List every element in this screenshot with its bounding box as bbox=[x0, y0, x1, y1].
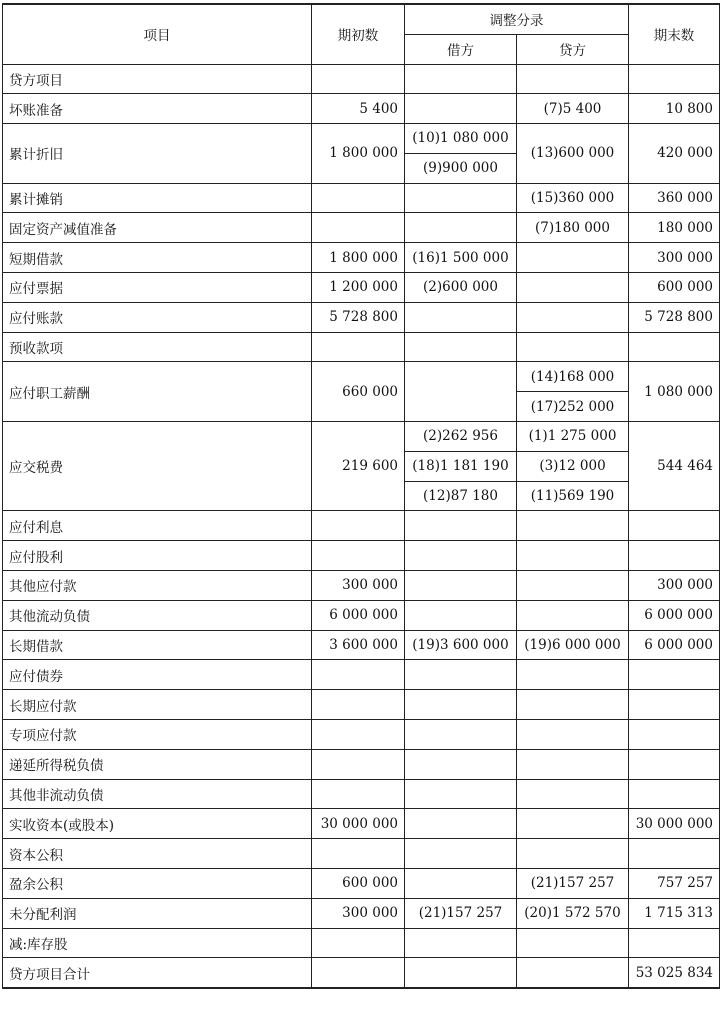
row-closing-value: 300 000 bbox=[629, 243, 720, 273]
row-opening-value: 3 600 000 bbox=[312, 630, 405, 660]
row-closing-value: 757 257 bbox=[629, 869, 720, 899]
row-debit-entry: (10)1 080 000 bbox=[405, 124, 517, 154]
row-credit-entry: (17)252 000 bbox=[517, 392, 629, 422]
row-item-name: 盈余公积 bbox=[3, 869, 312, 899]
header-adjust: 调整分录 bbox=[405, 4, 629, 34]
row-credit-entry bbox=[517, 511, 629, 541]
row-item-name: 贷方项目合计 bbox=[3, 958, 312, 988]
row-closing-value bbox=[629, 660, 720, 690]
row-closing-value bbox=[629, 928, 720, 958]
row-opening-value bbox=[312, 749, 405, 779]
row-opening-value: 1 800 000 bbox=[312, 243, 405, 273]
row-credit-entry bbox=[517, 928, 629, 958]
row-credit-entry: (20)1 572 570 bbox=[517, 898, 629, 928]
row-opening-value: 1 800 000 bbox=[312, 124, 405, 184]
row-credit-entry bbox=[517, 243, 629, 273]
row-debit-entry: (12)87 180 bbox=[405, 481, 517, 511]
row-credit-entry: (7)180 000 bbox=[517, 213, 629, 243]
row-debit-entry: (18)1 181 190 bbox=[405, 451, 517, 481]
header-opening: 期初数 bbox=[312, 4, 405, 64]
table-row bbox=[3, 302, 720, 332]
row-item-name: 应付职工薪酬 bbox=[3, 362, 312, 422]
row-item-name: 固定资产减值准备 bbox=[3, 213, 312, 243]
row-credit-entry bbox=[517, 839, 629, 869]
table-row bbox=[3, 720, 720, 750]
row-opening-value bbox=[312, 183, 405, 213]
row-closing-value: 420 000 bbox=[629, 124, 720, 184]
table-row bbox=[3, 749, 720, 779]
row-closing-value: 5 728 800 bbox=[629, 302, 720, 332]
row-credit-entry: (21)157 257 bbox=[517, 869, 629, 899]
row-item-name: 资本公积 bbox=[3, 839, 312, 869]
header-item: 项目 bbox=[3, 4, 312, 64]
row-opening-value bbox=[312, 332, 405, 362]
row-item-name: 其他应付款 bbox=[3, 571, 312, 601]
row-credit-entry bbox=[517, 720, 629, 750]
row-debit-entry bbox=[405, 928, 517, 958]
row-opening-value: 6 000 000 bbox=[312, 600, 405, 630]
row-opening-value bbox=[312, 720, 405, 750]
row-closing-value: 300 000 bbox=[629, 571, 720, 601]
row-item-name: 其他非流动负债 bbox=[3, 779, 312, 809]
row-opening-value bbox=[312, 690, 405, 720]
table-row bbox=[3, 94, 720, 124]
row-credit-entry bbox=[517, 64, 629, 94]
row-closing-value bbox=[629, 511, 720, 541]
row-opening-value: 5 728 800 bbox=[312, 302, 405, 332]
row-item-name: 应付账款 bbox=[3, 302, 312, 332]
table-row bbox=[3, 630, 720, 660]
row-item-name: 预收款项 bbox=[3, 332, 312, 362]
row-item-name: 未分配利润 bbox=[3, 898, 312, 928]
row-debit-entry: (16)1 500 000 bbox=[405, 243, 517, 273]
row-debit-entry bbox=[405, 809, 517, 839]
row-opening-value: 1 200 000 bbox=[312, 273, 405, 303]
row-debit-entry bbox=[405, 541, 517, 571]
row-opening-value bbox=[312, 928, 405, 958]
row-credit-entry: (1)1 275 000 bbox=[517, 422, 629, 452]
row-closing-value bbox=[629, 720, 720, 750]
table-row bbox=[3, 273, 720, 303]
row-debit-entry: (21)157 257 bbox=[405, 898, 517, 928]
row-closing-value bbox=[629, 749, 720, 779]
row-closing-value bbox=[629, 690, 720, 720]
row-closing-value bbox=[629, 64, 720, 94]
table-row bbox=[3, 928, 720, 958]
row-item-name: 专项应付款 bbox=[3, 720, 312, 750]
row-credit-entry bbox=[517, 571, 629, 601]
row-credit-entry: (14)168 000 bbox=[517, 362, 629, 392]
row-item-name: 累计摊销 bbox=[3, 183, 312, 213]
row-debit-entry bbox=[405, 64, 517, 94]
row-debit-entry bbox=[405, 720, 517, 750]
row-item-name: 坏账准备 bbox=[3, 94, 312, 124]
row-opening-value bbox=[312, 541, 405, 571]
row-item-name: 其他流动负债 bbox=[3, 600, 312, 630]
row-debit-entry: (2)600 000 bbox=[405, 273, 517, 303]
row-opening-value: 600 000 bbox=[312, 869, 405, 899]
row-closing-value: 180 000 bbox=[629, 213, 720, 243]
row-opening-value bbox=[312, 213, 405, 243]
table-row bbox=[3, 541, 720, 571]
row-credit-entry: (13)600 000 bbox=[517, 124, 629, 184]
row-debit-entry bbox=[405, 302, 517, 332]
row-opening-value bbox=[312, 779, 405, 809]
row-item-name: 减:库存股 bbox=[3, 928, 312, 958]
row-opening-value bbox=[312, 64, 405, 94]
row-debit-entry bbox=[405, 94, 517, 124]
row-item-name: 贷方项目 bbox=[3, 64, 312, 94]
row-debit-entry bbox=[405, 660, 517, 690]
row-credit-entry bbox=[517, 600, 629, 630]
row-opening-value bbox=[312, 958, 405, 988]
row-opening-value: 5 400 bbox=[312, 94, 405, 124]
row-closing-value: 1 080 000 bbox=[629, 362, 720, 422]
row-credit-entry: (7)5 400 bbox=[517, 94, 629, 124]
row-opening-value: 660 000 bbox=[312, 362, 405, 422]
table-row bbox=[3, 213, 720, 243]
table-row bbox=[3, 183, 720, 213]
row-closing-value: 360 000 bbox=[629, 183, 720, 213]
row-closing-value: 1 715 313 bbox=[629, 898, 720, 928]
row-debit-entry: (2)262 956 bbox=[405, 422, 517, 452]
row-credit-entry bbox=[517, 273, 629, 303]
row-closing-value bbox=[629, 839, 720, 869]
row-debit-entry bbox=[405, 958, 517, 988]
row-opening-value: 300 000 bbox=[312, 898, 405, 928]
row-credit-entry: (3)12 000 bbox=[517, 451, 629, 481]
row-closing-value bbox=[629, 541, 720, 571]
row-item-name: 累计折旧 bbox=[3, 124, 312, 184]
row-item-name: 应付债券 bbox=[3, 660, 312, 690]
row-opening-value bbox=[312, 660, 405, 690]
row-item-name: 递延所得税负债 bbox=[3, 749, 312, 779]
row-item-name: 短期借款 bbox=[3, 243, 312, 273]
row-debit-entry bbox=[405, 571, 517, 601]
row-closing-value: 6 000 000 bbox=[629, 600, 720, 630]
table-row bbox=[3, 600, 720, 630]
row-credit-entry bbox=[517, 958, 629, 988]
table-row bbox=[3, 690, 720, 720]
row-debit-entry bbox=[405, 779, 517, 809]
row-opening-value: 30 000 000 bbox=[312, 809, 405, 839]
row-debit-entry bbox=[405, 839, 517, 869]
row-item-name: 应交税费 bbox=[3, 422, 312, 511]
table-row bbox=[3, 809, 720, 839]
row-opening-value: 300 000 bbox=[312, 571, 405, 601]
row-item-name: 长期借款 bbox=[3, 630, 312, 660]
row-opening-value bbox=[312, 511, 405, 541]
row-opening-value bbox=[312, 839, 405, 869]
table-row bbox=[3, 958, 720, 988]
row-debit-entry: (19)3 600 000 bbox=[405, 630, 517, 660]
row-closing-value: 544 464 bbox=[629, 422, 720, 511]
table-row bbox=[3, 362, 720, 392]
row-credit-entry: (19)6 000 000 bbox=[517, 630, 629, 660]
row-debit-entry bbox=[405, 362, 517, 422]
header-closing: 期末数 bbox=[629, 4, 720, 64]
table-row bbox=[3, 898, 720, 928]
row-closing-value bbox=[629, 332, 720, 362]
table-row bbox=[3, 124, 720, 154]
table-row bbox=[3, 779, 720, 809]
row-closing-value: 30 000 000 bbox=[629, 809, 720, 839]
row-item-name: 长期应付款 bbox=[3, 690, 312, 720]
row-debit-entry bbox=[405, 511, 517, 541]
header-credit: 贷方 bbox=[517, 34, 629, 64]
row-debit-entry bbox=[405, 690, 517, 720]
table-row bbox=[3, 422, 720, 452]
row-credit-entry bbox=[517, 302, 629, 332]
row-debit-entry: (9)900 000 bbox=[405, 153, 517, 183]
table-row bbox=[3, 571, 720, 601]
row-credit-entry: (15)360 000 bbox=[517, 183, 629, 213]
table-row bbox=[3, 869, 720, 899]
row-debit-entry bbox=[405, 869, 517, 899]
adjustment-worksheet-table bbox=[2, 3, 720, 989]
header-debit: 借方 bbox=[405, 34, 517, 64]
table-body bbox=[3, 64, 720, 988]
row-credit-entry bbox=[517, 541, 629, 571]
row-item-name: 应付利息 bbox=[3, 511, 312, 541]
table-row bbox=[3, 839, 720, 869]
row-closing-value: 600 000 bbox=[629, 273, 720, 303]
row-debit-entry bbox=[405, 600, 517, 630]
row-credit-entry bbox=[517, 690, 629, 720]
row-credit-entry: (11)569 190 bbox=[517, 481, 629, 511]
row-credit-entry bbox=[517, 779, 629, 809]
table-row bbox=[3, 511, 720, 541]
row-closing-value: 53 025 834 bbox=[629, 958, 720, 988]
row-opening-value: 219 600 bbox=[312, 422, 405, 511]
row-item-name: 实收资本(或股本) bbox=[3, 809, 312, 839]
row-closing-value: 10 800 bbox=[629, 94, 720, 124]
row-debit-entry bbox=[405, 749, 517, 779]
row-item-name: 应付股利 bbox=[3, 541, 312, 571]
row-credit-entry bbox=[517, 809, 629, 839]
row-credit-entry bbox=[517, 660, 629, 690]
row-credit-entry bbox=[517, 332, 629, 362]
row-debit-entry bbox=[405, 183, 517, 213]
table-row bbox=[3, 660, 720, 690]
table-row bbox=[3, 332, 720, 362]
table-row bbox=[3, 64, 720, 94]
table-header bbox=[3, 4, 720, 64]
row-debit-entry bbox=[405, 213, 517, 243]
row-debit-entry bbox=[405, 332, 517, 362]
table-row bbox=[3, 243, 720, 273]
row-credit-entry bbox=[517, 749, 629, 779]
row-closing-value: 6 000 000 bbox=[629, 630, 720, 660]
row-closing-value bbox=[629, 779, 720, 809]
row-item-name: 应付票据 bbox=[3, 273, 312, 303]
